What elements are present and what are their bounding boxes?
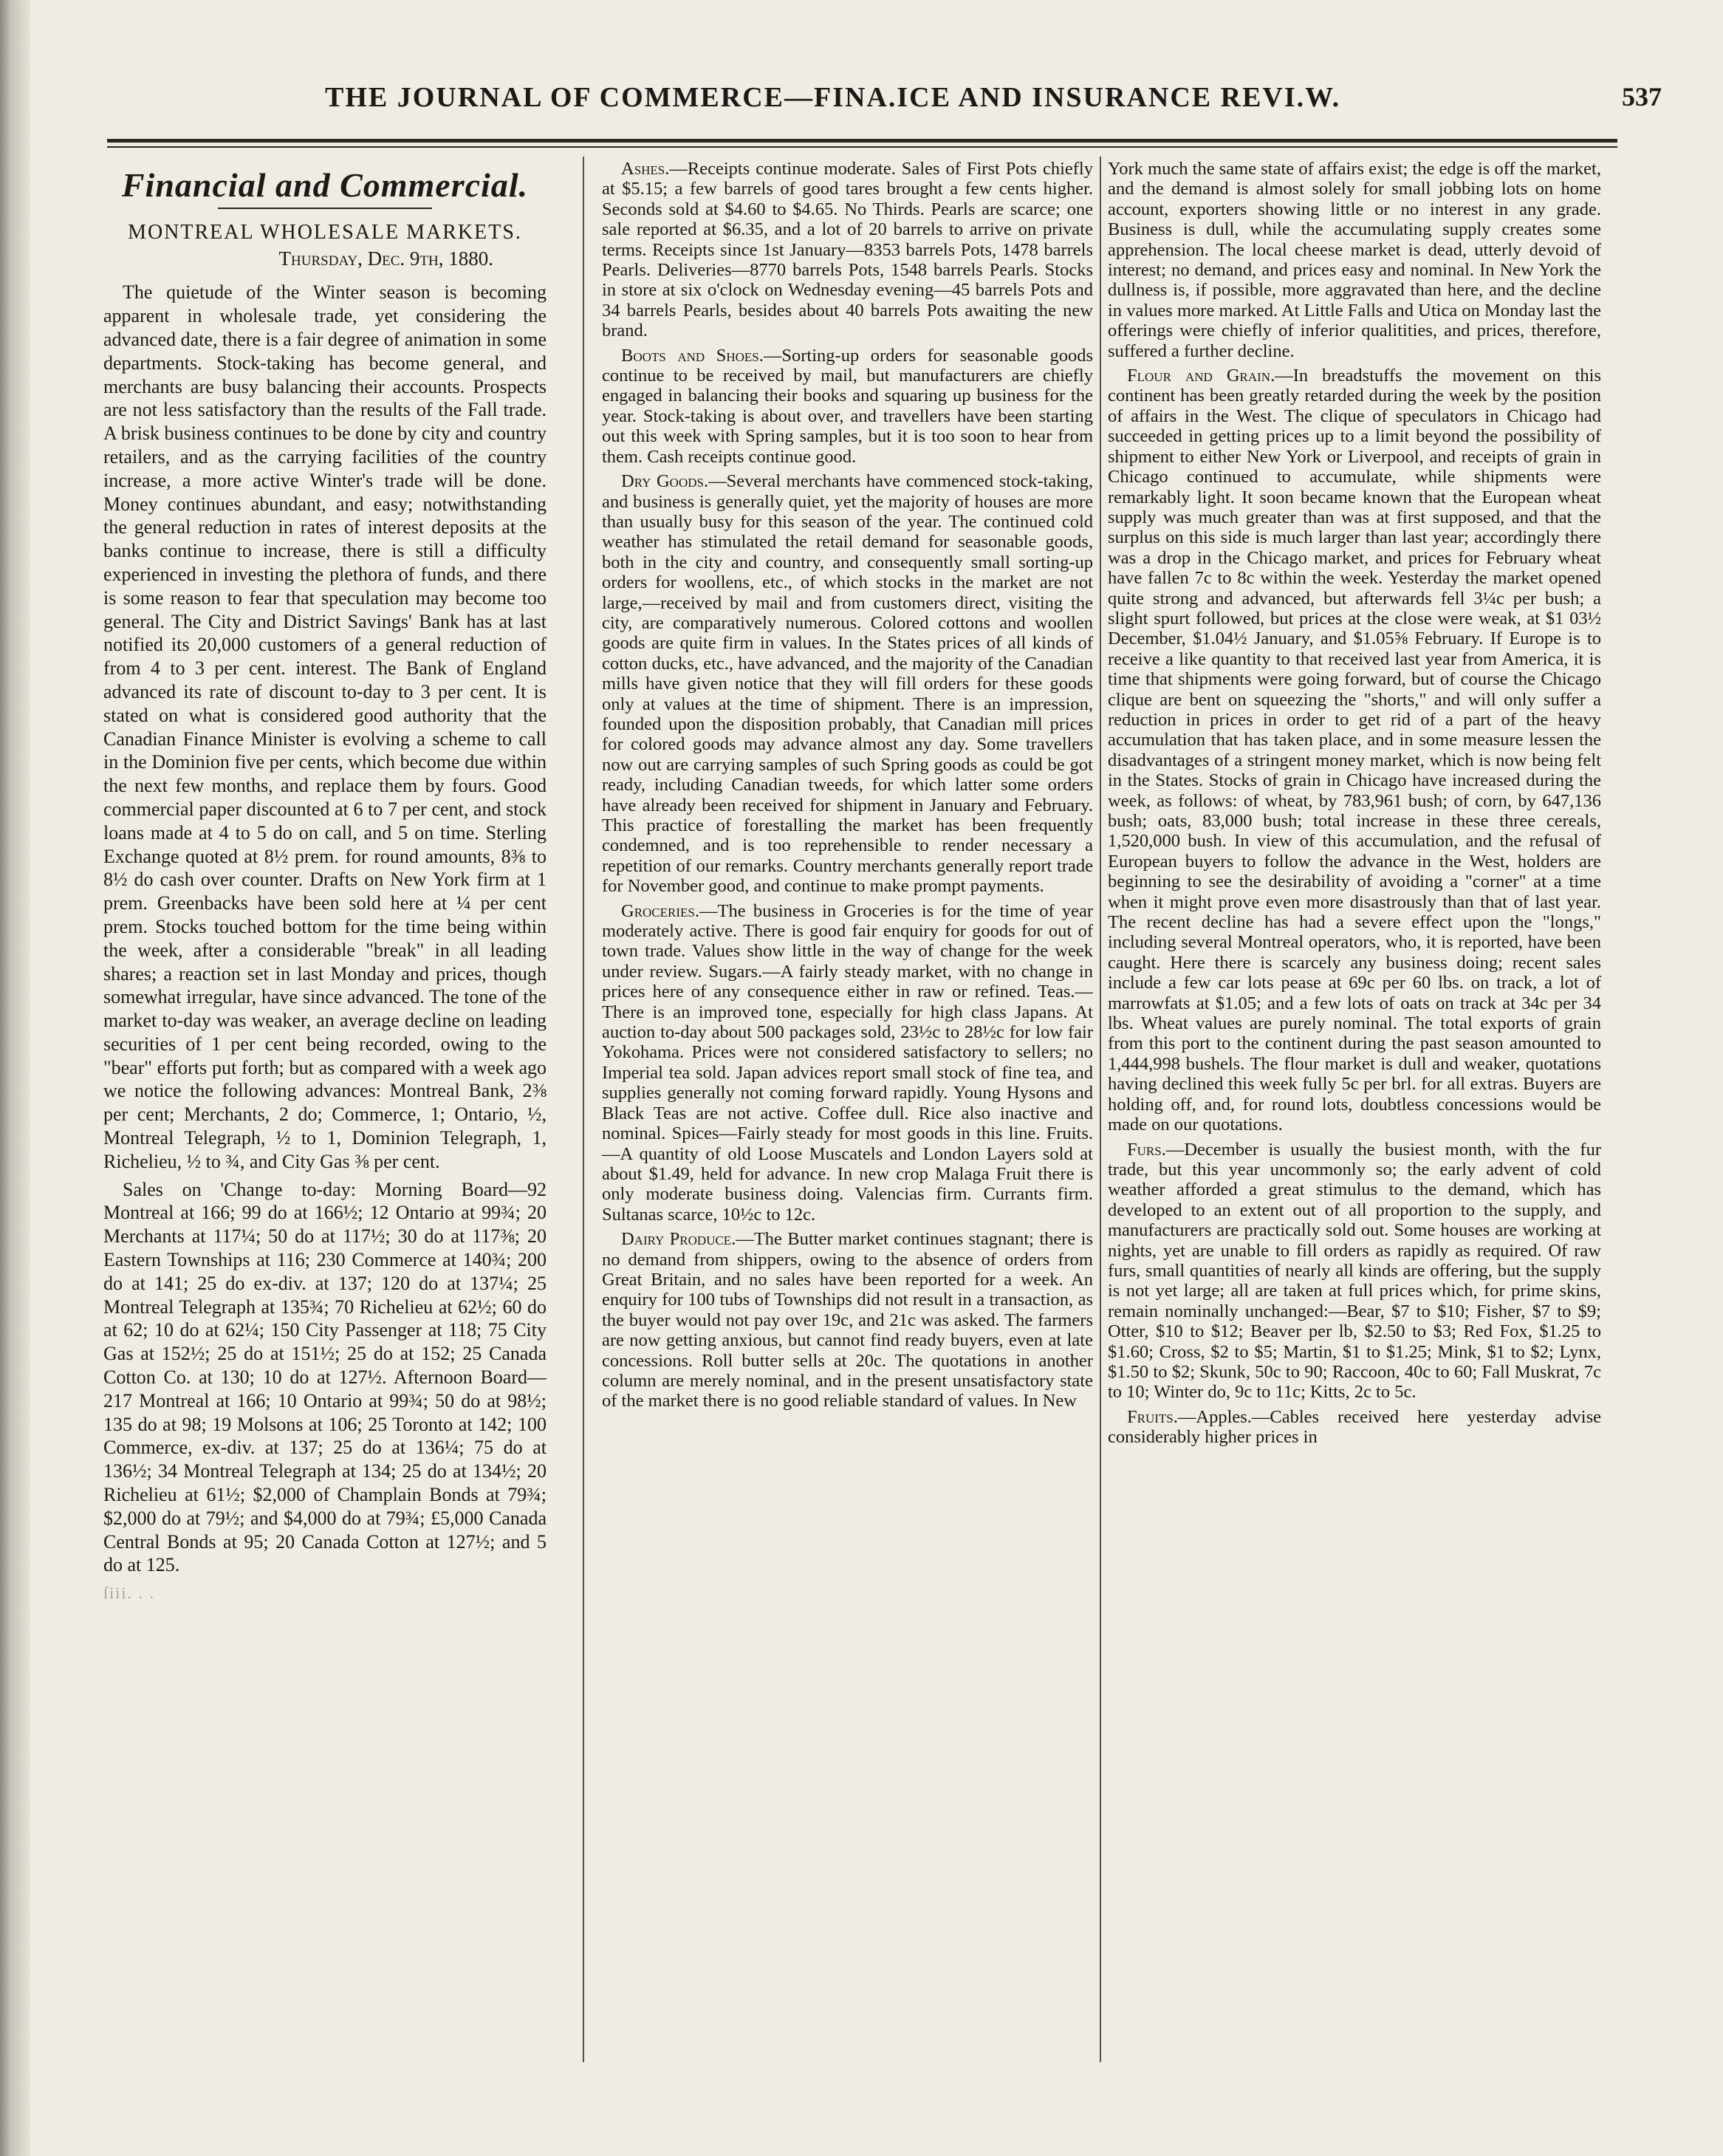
paragraph-text: —The Butter market continues stagnant; there is no demand from shippers, owing to the absence of orders from Great Britain, and no sales have been reported for a week. An enquiry for 100 tubs of Townships did not result in a transaction, as the buyer would not pay over 19c, and 21c was asked. The farmers are now getting anxious, but cannot find ready buyers, even at late concessions. Roll butter sells at 20c. The quotations in another column are merely nominal, and in the present unsatisfactory state of the market there is no good reliable standard of values. In New — [602, 1229, 1093, 1411]
column-3 — [1108, 159, 1601, 2064]
section-rule — [218, 208, 432, 209]
paragraph-dry-goods — [602, 471, 1093, 897]
header-rule-thick — [107, 139, 1617, 143]
run-in-heading: Dairy Produce. — [621, 1229, 736, 1250]
article-dateline: Thursday, Dec. 9th, 1880. — [278, 247, 493, 270]
paragraph-text: York much the same state of affairs exist; the edge is off the market, and the demand is almost solely for small jobbing lots on home account, exporters showing little or no interest in any grade. Business is dull, while the accumulating supply creates some apprehension. The local cheese market is dead, utterly devoid of interest; no demand, and prices easy and nominal. In New York the dullness is, if possible, more aggravated than here, and the decline in values more marked. At Little Falls and Utica on Monday last the offerings were chiefly of inferior qualitities, and prices, therefore, suffered a further decline. — [1108, 159, 1601, 361]
paragraph-text: —In breadstuffs the movement on this continent has been greatly retarded during the week by the position of affairs in the West. The clique of speculators in Chicago had succeeded in getting prices up to a limit beyond the possibility of shipment to either New York or Liverpool, and receipts of grain in Chicago continued to accumulate, while shipments were remarkably light. It soon became known that the European wheat supply was much greater than was at first supposed, and that the surplus on this side is much larger than last year; accordingly there was a drop in the Chicago market, and prices for February wheat have fallen 7c to 8c within the week. Yesterday the market opened quite strong and advanced, but afterwards fell 3¼c per bush; a slight spurt followed, but prices at the close were weak, at $1 03½ December, $1.04½ January, and $1.05⅝ February. If Europe is to receive a like quantity to that received last year from America, it is time that shipments were going forward, but of course the Chicago clique are bent on squeezing the "shorts," and will only suffer a reduction in prices in order to get rid of a part of the heavy accumulation that has taken place, and in some measure lessen the disadvantages of a stringent money market, which is now being felt in the States. Stocks of grain in Chicago have increased during the week, as follows: of wheat, by 783,961 bush; of corn, by 647,136 bush; oats, 83,000 bush; total increase in these three cereals, 1,520,000 bush. In view of this accumulation, and the refusal of European buyers to follow the advance in the West, holders are beginning to see the desirability of avoiding a "corner" at a time when it might prove even more disastrously than that of last year. The recent decline has had a severe effect upon the "longs," including several Montreal operators, who, it is reported, have been caught. Here there is scarcely any business doing; recent sales include a few car lots pease at 69c per 60 lbs. on track, a lot of marrowfats at $1.05; and a few lots of oats on track at 34c per 34 lbs. Wheat values are purely nominal. The total exports of grain from this port to the continent during the past season amounted to 1,444,998 bushels. The flour market is dull and weaker, quotations having declined this week fully 5c per brl. for all extras. Buyers are holding off, and, for round lots, doubtless concessions would be made on our quotations. — [1108, 366, 1601, 1135]
paragraph-boots-shoes — [602, 346, 1093, 467]
ink-smudge: ſiii. . . — [103, 1584, 155, 1603]
page-number: 537 — [1622, 82, 1662, 112]
column-divider-2 — [1100, 157, 1101, 2062]
paragraph-text: —The business in Groceries is for the time of year moderately active. There is good fair enquiry for goods for out of town trade. Values show little in the way of change for the week under review. Sugars.—A fairly steady market, with no change in prices here of any consequence either in raw or refined. Teas.—There is an improved tone, especially for high class Japans. At auction to-day about 500 packages sold, 23½c to 28½c for low fair Yokohama. Prices were not considered satisfactory to sellers; no Imperial tea sold. Japan advices report small stock of fine tea, and supplies generally not coming forward rapidly. Young Hysons and Black Teas are not active. Coffee dull. Rice also inactive and nominal. Spices—Fairly steady for most goods in this line. Fruits.—A quantity of old Loose Muscatels and London Layers sold at about $1.49, held for advance. In new crop Malaga Fruit there is only moderate business doing. Valencias firm. Currants firm. Sultanas scarce, 10½c to 12c. — [602, 900, 1093, 1225]
paragraph-text: —December is usually the busiest month, with the fur trade, but this year uncommonly so; the early advent of cold weather afforded a great stimulus to the demand, which has developed to an extent out of all proportion to the supply, and manufacturers are practically sold out. Some houses are working at nights, yet are unable to fill orders as rapidly as required. Of raw furs, small quantities of nearly all kinds are offering, but the supply is not yet large; all are taken at full prices which, for prime skins, remain nominally unchanged:—Bear, $7 to $10; Fisher, $7 to $9; Otter, $10 to $12; Beaver per lb, $2.50 to $3; Red Fox, $1.25 to $1.60; Cross, $2 to $5; Martin, $1 to $1.25; Mink, $1 to $2; Lynx, $1.50 to $2; Skunk, 50c to 90; Raccoon, 40c to 60; Fall Muskrat, 7c to 10; Winter do, 9c to 11c; Kitts, 2c to 5c. — [1108, 1139, 1601, 1403]
paragraph-furs — [1108, 1140, 1601, 1403]
page-binding-shadow — [0, 0, 31, 2156]
paragraph: Sales on 'Change to-day: Morning Board—92 Montreal at 166; 99 do at 166½; 12 Ontario at 99¾; 20 Merchants at 117¼; 50 do at 117½; 30 do at 117⅜; 20 Eastern Townships at 116; 230 Commerce at 140¾; 200 do at 141; 25 do ex-div. at 137; 120 do at 137¼; 25 Montreal Telegraph at 135¾; 70 Richelieu at 62½; 60 do at 62; 10 do at 62¼; 150 City Passenger at 118; 75 City Gas at 152½; 25 do at 151½; 25 do at 152; 25 Canada Cotton Co. at 130; 10 do at 127½. Afternoon Board—217 Montreal at 166; 10 Ontario at 99¾; 50 do at 98½; 135 do at 98; 19 Molsons at 106; 25 Toronto at 142; 100 Commerce, ex-div. at 137; 25 do at 136¼; 75 do at 136½; 34 Montreal Telegraph at 134; 25 do at 134½; 20 Richelieu at 61½; $2,000 of Champlain Bonds at 79¾; $2,000 do at 79½; and $4,000 do at 79¾; £5,000 Canada Central Bonds at 95; 20 Canada Cotton at 127½; and 5 do at 125. — [103, 1178, 547, 1576]
run-in-heading: Groceries. — [621, 900, 699, 921]
paragraph-text: —Several merchants have commenced stock-taking, and business is generally quiet, yet the majority of houses are more than usually busy for this season of the year. The continued cold weather has stimulated the retail demand for seasonable goods, both in the city and country, and consequently small sorting-up orders for woollens, etc., of which stocks in the market are not large,—received by mail and from customers direct, visiting the city, are comparatively numerous. Colored cottons and woollen goods are quite firm in values. In the States prices of all kinds of cotton ducks, etc., have advanced, and the majority of the Canadian mills have given notice that they will fill orders for these goods only at values at the time of shipment. There is an impression, founded upon the disposition probably, that Canadian mill prices for colored goods may advance almost any day. Some travellers now out are carrying samples of such Spring goods as could be got ready, including Canadian tweeds, for which latter some orders have already been received for shipment in January and February. This practice of forestalling the market has been frequently condemned, and is too reprehensible to render necessary a repetition of our remarks. Country merchants generally report trade for November good, and continue to make prompt payments. — [602, 471, 1093, 897]
section-heading: Financial and Commercial. — [121, 166, 529, 204]
run-in-heading: Fruits. — [1127, 1406, 1178, 1427]
run-in-heading: Boots and Shoes. — [621, 345, 764, 366]
running-head — [148, 81, 1662, 126]
column-2 — [602, 159, 1093, 2064]
run-in-heading: Furs. — [1127, 1139, 1166, 1160]
paragraph-groceries — [602, 901, 1093, 1225]
paragraph-text: —Sorting-up orders for seasonable goods continue to be received by mail, but manufacturers are chiefly engaged in balancing their books and squaring up business for the year. Stock-taking is about over, and travellers have been starting out this week with Spring samples, but it is too soon to hear from them. Cash receipts continue good. — [602, 345, 1093, 467]
paragraph-continued — [1108, 159, 1601, 361]
paragraph-text: —Receipts continue moderate. Sales of First Pots chiefly at $5.15; a few barrels of good tares brought a few cents higher. Seconds sold at $4.60 to $4.65. No Thirds. Pearls are scarce; one sale reported at $6.35, and a lot of 20 barrels to arrive on private terms. Receipts since 1st January—8353 barrels Pots, 1478 barrels Pearls. Deliveries—8770 barrels Pots, 1548 barrels Pearls. Stocks in store at six o'clock on Wednesday evening—45 barrels Pots and 34 barrels Pearls, besides about 40 barrels Pots awaiting the new brand. — [602, 159, 1093, 341]
article-title: MONTREAL WHOLESALE MARKETS. — [128, 220, 522, 244]
paragraph-fruits — [1108, 1407, 1601, 1448]
run-in-heading: Flour and Grain. — [1127, 366, 1275, 386]
paragraph-flour-grain — [1108, 366, 1601, 1135]
header-rule-thin — [107, 146, 1617, 148]
paragraph-text: —Apples.—Cables received here yesterday advise considerably higher prices in — [1108, 1406, 1601, 1448]
paragraph-ashes — [602, 159, 1093, 341]
column-1 — [103, 159, 547, 2064]
paragraph-dairy-produce — [602, 1229, 1093, 1411]
run-in-heading: Dry Goods. — [621, 471, 709, 492]
paragraph: The quietude of the Winter season is becoming apparent in wholesale trade, yet considering the advanced date, there is a fair degree of animation in some departments. Stock-taking has become general, and merchants are busy balancing their accounts. Prospects are not less satisfactory than the results of the Fall trade. A brisk business continues to be done by city and country retailers, and as the carrying facilities of the country increase, a more active Winter's trade will be done. Money continues abundant, and easy; notwithstanding the general reduction in rates of interest deposits at the banks continue to increase, there is still a difficulty experienced in investing the plethora of funds, and there is some reason to fear that speculation may become too general. The City and District Savings' Bank has at last notified its 20,000 customers of a general reduction of from 4 to 3 per cent. interest. The Bank of England advanced its rate of discount to-day to 3 per cent. It is stated on what is considered good authority that the Canadian Finance Minister is evolving a scheme to call in the Dominion five per cents, which become due within the next few months, and replace them by fours. Good commercial paper discounted at 6 to 7 per cent, and stock loans made at 4 to 5 do on call, and 5 on time. Sterling Exchange quoted at 8½ prem. for round amounts, 8⅜ to 8½ do cash over counter. Drafts on New York firm at 1 prem. Greenbacks have been sold here at ¼ per cent prem. Stocks touched bottom for the time being within the week, after a considerable "break" in all leading shares; a reaction set in last Monday and prices, though somewhat irregular, have since advanced. The tone of the market to-day was weaker, an average decline on leading securities of 1 per cent being recorded, owing to the "bear" efforts put forth; but as compared with a week ago we notice the following advances: Montreal Bank, 2⅜ per cent; Merchants, 2 do; Commerce, 1; Ontario, ½, Montreal Telegraph, ½ to 1, Dominion Telegraph, 1, Richelieu, ½ to ¾, and City Gas ⅜ per cent. — [103, 281, 547, 1172]
running-title: THE JOURNAL OF COMMERCE—FINA.ICE AND INSURANCE REVI.W. — [325, 82, 1341, 113]
run-in-heading: Ashes. — [621, 159, 670, 179]
column-divider-1 — [583, 157, 584, 2062]
